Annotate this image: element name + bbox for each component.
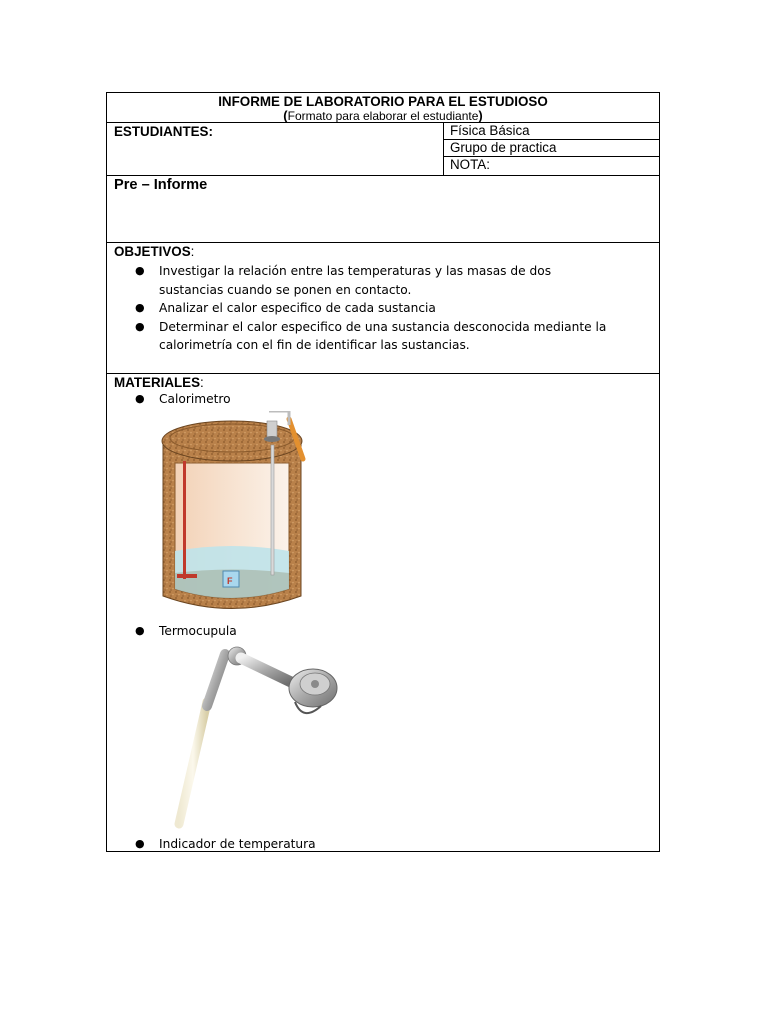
list-item: ● Analizar el calor especifico de cada sustancia [114,299,659,318]
course-name: Física Básica [444,123,659,140]
calorimeter-image [157,411,317,616]
bullet-icon: ● [135,392,145,405]
report-title: INFORME DE LABORATORIO PARA EL ESTUDIOSO [218,94,548,109]
grade-field: NOTA: [450,157,490,172]
report-subtitle: (Formato para elaborar el estudiante) [283,108,483,123]
bullet-icon: ● [135,264,145,277]
objectives-list [114,262,659,355]
lab-report-form [106,92,660,852]
material-thermocouple: Termocupula [159,624,237,638]
objectives-heading: OBJETIVOS: [114,244,195,259]
bullet-icon: ● [135,837,145,850]
students-label: ESTUDIANTES: [107,123,444,175]
materials-section [107,374,659,851]
pre-report-title: Pre – Informe [114,177,208,193]
course-info [444,123,659,175]
calorimeter-label: F [227,576,233,586]
bullet-icon: ● [135,624,145,637]
thermocouple-image [163,644,353,834]
bullet-icon: ● [135,319,145,333]
material-temperature-indicator: Indicador de temperatura [159,837,316,851]
objectives-section [107,243,659,374]
bullet-icon: ● [135,301,145,314]
students-section [107,123,659,176]
pre-report-section [107,176,659,243]
list-item: ● Determinar el calor especifico de una sustancia desconocida mediante la calorimetría con el fin de identificar las sustancias. [135,319,607,352]
list-item: ● Investigar la relación entre las temperaturas y las masas de dos sustancias cuando se ponen en contacto. [135,264,552,297]
practice-group: Grupo de practica [444,140,659,157]
material-calorimeter: Calorimetro [159,392,231,406]
materials-heading: MATERIALES: [114,375,204,390]
report-header [107,93,659,123]
